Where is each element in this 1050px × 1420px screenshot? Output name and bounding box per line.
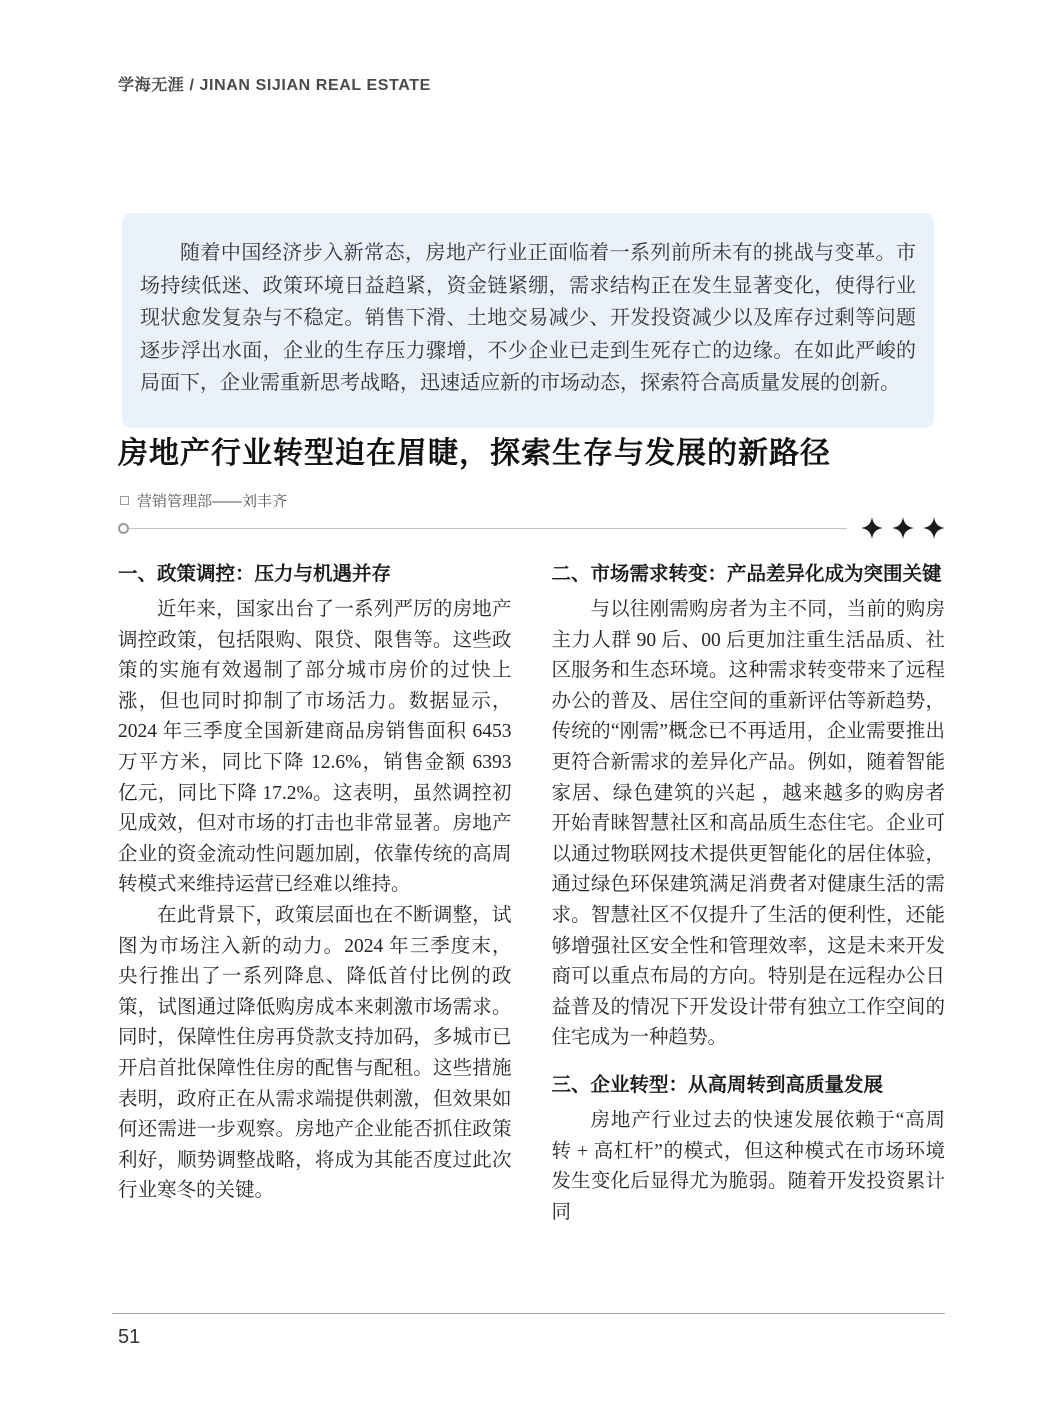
intro-highlight-box <box>122 213 934 428</box>
four-point-star-icon <box>892 517 914 539</box>
page-number: 51 <box>118 1326 141 1348</box>
four-point-star-icon <box>861 517 883 539</box>
byline <box>120 490 287 511</box>
right-column <box>552 558 946 1228</box>
section-2-heading: 二、市场需求转变：产品差异化成为突围关键 <box>551 563 942 585</box>
running-header: 学海无涯 / JINAN SIJIAN REAL ESTATE <box>118 77 431 94</box>
left-column <box>118 558 512 1228</box>
title-separator <box>118 517 945 539</box>
section-3-heading: 三、企业转型：从高周转到高质量发展 <box>551 1073 884 1096</box>
section-1-heading: 一、政策调控：压力与机遇并存 <box>118 563 392 585</box>
byline-text: 营销管理部——刘丰齐 <box>137 493 288 510</box>
intro-paragraph: 随着中国经济步入新常态，房地产行业正面临着一系列前所未有的挑战与变革。市场持续低迷、政策环境日益趋紧，资金链紧绷，需求结构正在发生显著变化，使得行业现状愈发复杂与不稳定。销售下滑、土地交易减少、开发投资减少以及库存过剩等问题逐步浮出水面，企业的生存压力骤增，不少企业已走到生死存亡的边缘。在如此严峻的局面下，企业需重新思考战略，迅速适应新的市场动态，探索符合高质量发展的创新。 <box>140 242 916 394</box>
ring-icon <box>118 523 129 534</box>
section-1-paragraph: 近年来，国家出台了一系列严厉的房地产调控政策，包括限购、限贷、限售等。这些政策的实施有效遏制了部分城市房价的过快上涨，但也同时抑制了市场活力。数据显示，2024 年三季度全国新建商品房销售面积 6453 万平方米，同比下降 12.6%，销售金额 6393 亿元，同比下降 17.2%。这表明，虽然调控初见成效，但对市场的打击也非常显著。房地产企业的资金流动性问题加剧，依靠传统的高周转模式来维持运营已经难以维持。 <box>118 599 512 896</box>
article-body <box>118 558 945 1228</box>
article-title: 房地产行业转型迫在眉睫，探索生存与发展的新路径 <box>118 437 831 470</box>
section-2-paragraph: 与以往刚需购房者为主不同，当前的购房主力人群 90 后、00 后更加注重生活品质、社区服务和生态环境。这种需求转变带来了远程办公的普及、居住空间的重新评估等新趋势，传统的“刚需”概念已不再适用，企业需要推出更符合新需求的差异化产品。例如，随着智能家居、绿色建筑的兴起 ，越来越多的购房者开始青睐智慧社区和高品质生态住宅。企业可以通过物联网技术提供更智能化的居住体验，通过绿色环保建筑满足消费者对健康生活的需求。智慧社区不仅提升了生活的便利性，还能够增强社区安全性和管理效率，这是未来开发商可以重点布局的方向。特别是在远程办公日益普及的情况下开发设计带有独立工作空间的住宅成为一种趋势。 <box>551 599 945 1049</box>
byline-square-icon <box>120 496 129 505</box>
four-point-star-icon <box>923 517 945 539</box>
separator-rule <box>129 528 847 529</box>
section-3-paragraph: 房地产行业过去的快速发展依赖于“高周转 + 高杠杆”的模式，但这种模式在市场环境发生变化后显得尤为脆弱。随着开发投资累计同 <box>551 1109 945 1223</box>
stars-decoration <box>861 517 945 539</box>
section-1-paragraph: 在此背景下，政策层面也在不断调整，试图为市场注入新的动力。2024 年三季度末，央行推出了一系列降息、降低首付比例的政策，试图通过降低购房成本来刺激市场需求。同时，保障性住房再贷款支持加码，多城市已开启首批保障性住房的配售与配租。这些措施表明，政府正在从需求端提供刺激，但效果如何还需进一步观察。房地产企业能否抓住政策利好，顺势调整战略，将成为其能否度过此次行业寒冬的关键。 <box>118 904 512 1202</box>
footer-rule <box>112 1313 945 1314</box>
